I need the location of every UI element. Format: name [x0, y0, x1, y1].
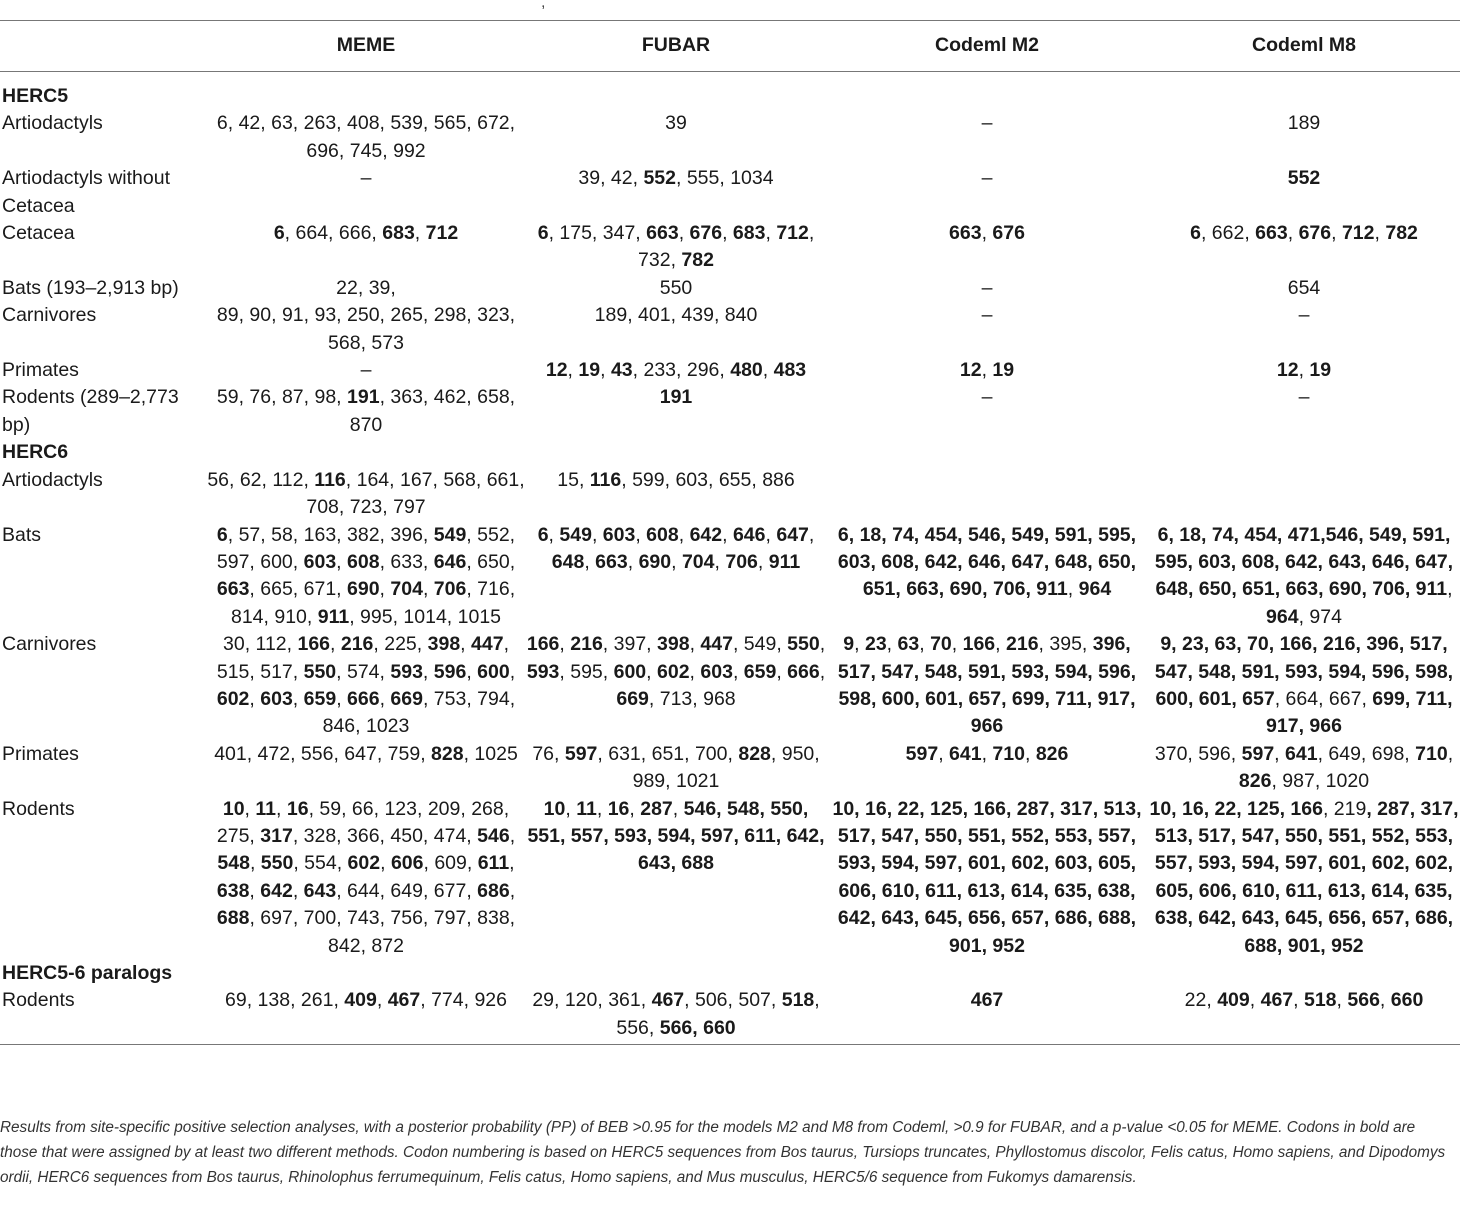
table-row — [0, 357, 1460, 384]
meme-cell: 22, 39, — [336, 276, 396, 299]
meme-cell: 30, 112, 166, 216, 225, 398, 447, 515, 517, 550, 574, 593, 596, 600, 602, 603, 659, 666, 669, 753, 794, 846, 1023 — [216, 633, 516, 738]
meme-cell: 89, 90, 91, 93, 250, 265, 298, 323, 568, 573 — [216, 304, 516, 354]
row-label: Primates — [2, 742, 79, 765]
meme-cell: – — [360, 359, 372, 382]
fubar-cell: 39 — [665, 112, 687, 135]
codeml-m8-cell: 654 — [1287, 276, 1321, 299]
codeml-m2-cell: – — [981, 304, 993, 327]
header-codeml-m8: Codeml M8 — [1148, 21, 1460, 72]
header-codeml-m2: Codeml M2 — [826, 21, 1148, 72]
codeml-m2-cell: – — [981, 112, 993, 135]
fubar-cell: 39, 42, 552, 555, 1034 — [578, 167, 774, 190]
codeml-m2-cell: 10, 16, 22, 125, 166, 287, 317, 513, 517, 547, 550, 551, 552, 553, 557, 593, 594, 597, 601, 602, 603, 605, 606, 610, 611, 613, 614, 635, 638, 642, 643, 645, 656, 657, 686, 688, 901, 952 — [832, 797, 1142, 957]
row-label: Bats (193–2,913 bp) — [2, 276, 179, 299]
table-row — [0, 741, 1460, 796]
table-row — [0, 165, 1460, 220]
fubar-cell: 166, 216, 397, 398, 447, 549, 550, 593, 595, 600, 602, 603, 659, 666, 669, 713, 968 — [526, 633, 826, 710]
table-body — [0, 72, 1460, 1045]
group-row — [0, 72, 1460, 111]
codeml-m2-cell: 663, 676 — [949, 222, 1025, 245]
table-row — [0, 110, 1460, 165]
meme-cell: 59, 76, 87, 98, 191, 363, 462, 658, 870 — [216, 386, 516, 436]
codeml-m2-cell: – — [981, 167, 993, 190]
table-row — [0, 522, 1460, 632]
header-blank — [0, 21, 206, 72]
fubar-cell: 10, 11, 16, 287, 546, 548, 550, 551, 557, 593, 594, 597, 611, 642, 643, 688 — [527, 797, 825, 875]
fubar-cell: 6, 175, 347, 663, 676, 683, 712, 732, 782 — [537, 222, 815, 272]
table-row — [0, 384, 1460, 439]
codeml-m8-cell: 189 — [1287, 112, 1321, 135]
codeml-m8-cell: 22, 409, 467, 518, 566, 660 — [1148, 987, 1460, 1044]
group-row — [0, 960, 1460, 987]
codeml-m8-cell: 9, 23, 63, 70, 166, 216, 396, 517, 547, 548, 591, 593, 594, 596, 598, 600, 601, 657, 664, 667, 699, 711, 917, 966 — [1154, 633, 1454, 738]
fubar-cell: 15, 116, 599, 603, 655, 886 — [557, 468, 795, 491]
codeml-m8-cell: – — [1298, 304, 1310, 327]
meme-cell: 6, 42, 63, 263, 408, 539, 565, 672, 696, 745, 992 — [216, 112, 516, 162]
meme-cell: 10, 11, 16, 59, 66, 123, 209, 268, 275, 317, 328, 366, 450, 474, 546, 548, 550, 554, 602, 606, 609, 611, 638, 642, 643, 644, 649, 677, 686, 688, 697, 700, 743, 756, 797, 838, 842, 872 — [216, 797, 516, 957]
fubar-cell: 191 — [659, 386, 693, 409]
codeml-m2-cell: – — [981, 386, 993, 409]
row-label: Bats — [2, 523, 42, 546]
row-label: Carnivores — [2, 304, 97, 327]
meme-cell: 6, 664, 666, 683, 712 — [273, 222, 459, 245]
fubar-cell: 550 — [659, 276, 693, 299]
table-row — [0, 631, 1460, 741]
codeml-m2-cell: 12, 19 — [959, 359, 1015, 382]
row-label: Cetacea — [2, 222, 75, 245]
row-label: Primates — [2, 359, 79, 382]
codeml-m2-cell: – — [981, 276, 993, 299]
table-row — [0, 275, 1460, 302]
row-label: Rodents — [2, 797, 75, 820]
top-mark: , — [541, 0, 546, 11]
codeml-m8-cell — [1148, 467, 1460, 522]
meme-cell: 56, 62, 112, 116, 164, 167, 568, 661, 708, 723, 797 — [207, 468, 525, 519]
fubar-cell: 12, 19, 43, 233, 296, 480, 483 — [545, 359, 807, 382]
fubar-cell: 189, 401, 439, 840 — [594, 304, 758, 327]
table-footnote: Results from site-specific positive selection analyses, with a posterior probability (PP) of BEB >0.95 for the models M2 and M8 from Codeml, >0.9 for FUBAR, and a p-value <0.05 for MEME. Codons in bold are those that were assigned by at least two different methods. Codon numbering is based on HERC5 sequences from Bos taurus, Tursiops truncates, Phyllostomus discolor, Felis catus, Homo sapiens, and Dipodomys ordii, HERC6 sequences from Bos taurus, Rhinolophus ferrumequinum, Felis catus, Homo sapiens, and Mus musculus, HERC5/6 sequence from Fukomys damarensis. — [0, 1119, 1446, 1187]
group-title: HERC5 — [2, 85, 69, 107]
row-label: Rodents — [0, 987, 206, 1044]
fubar-cell: 76, 597, 631, 651, 700, 828, 950, 989, 1021 — [532, 742, 820, 793]
meme-cell: 69, 138, 261, 409, 467, 774, 926 — [206, 987, 526, 1044]
table-row — [0, 796, 1460, 960]
group-title: HERC6 — [2, 441, 69, 464]
table-row — [0, 302, 1460, 357]
group-title: HERC5-6 paralogs — [2, 962, 173, 984]
table-row — [0, 467, 1460, 522]
header-meme: MEME — [206, 21, 526, 72]
fubar-cell: 6, 549, 603, 608, 642, 646, 647, 648, 663, 690, 704, 706, 911 — [537, 523, 815, 573]
codeml-m8-cell: 6, 662, 663, 676, 712, 782 — [1190, 222, 1418, 245]
fubar-cell: 29, 120, 361, 467, 506, 507, 518, 556, 566, 660 — [526, 987, 826, 1044]
row-label: Artiodactyls — [2, 468, 103, 491]
codeml-m8-cell: – — [1298, 386, 1310, 409]
codeml-m8-cell: 552 — [1287, 167, 1321, 190]
meme-cell: 6, 57, 58, 163, 382, 396, 549, 552, 597, 600, 603, 608, 633, 646, 650, 663, 665, 671, 690, 704, 706, 716, 814, 910, 911, 995, 1014, 1015 — [216, 523, 516, 628]
codeml-m8-cell: 370, 596, 597, 641, 649, 698, 710, 826, 987, 1020 — [1154, 742, 1454, 793]
meme-cell: 401, 472, 556, 647, 759, 828, 1025 — [214, 742, 518, 765]
codeml-m2-cell — [826, 467, 1148, 522]
table-row — [0, 220, 1460, 275]
results-table — [0, 20, 1460, 1045]
codeml-m2-cell: 9, 23, 63, 70, 166, 216, 395, 396, 517, 547, 548, 591, 593, 594, 596, 598, 600, 601, 657, 699, 711, 917, 966 — [837, 633, 1137, 738]
codeml-m8-cell: 6, 18, 74, 454, 471,546, 549, 591, 595, 603, 608, 642, 643, 646, 647, 648, 650, 651, 663, 690, 706, 911, 964, 974 — [1154, 523, 1454, 628]
meme-cell: – — [360, 167, 372, 190]
row-label: Artiodactyls without Cetacea — [2, 167, 170, 217]
codeml-m2-cell: 597, 641, 710, 826 — [905, 742, 1069, 765]
header-fubar: FUBAR — [526, 21, 826, 72]
header-row — [0, 21, 1460, 72]
group-row — [0, 439, 1460, 466]
row-label: Rodents (289–2,773 bp) — [2, 386, 179, 436]
codeml-m2-cell: 6, 18, 74, 454, 546, 549, 591, 595, 603, 608, 642, 646, 647, 648, 650, 651, 663, 690, 706, 911, 964 — [837, 523, 1137, 601]
codeml-m2-cell: 467 — [826, 987, 1148, 1044]
row-label: Carnivores — [2, 633, 97, 656]
table-row — [0, 987, 1460, 1044]
codeml-m8-cell: 12, 19 — [1276, 359, 1332, 382]
row-label: Artiodactyls — [2, 112, 103, 135]
codeml-m8-cell: 10, 16, 22, 125, 166, 219, 287, 317, 513, 517, 547, 550, 551, 552, 553, 557, 593, 594, 597, 601, 602, 602, 605, 606, 610, 611, 613, 614, 635, 638, 642, 643, 645, 656, 657, 686, 688, 901, 952 — [1149, 797, 1459, 957]
